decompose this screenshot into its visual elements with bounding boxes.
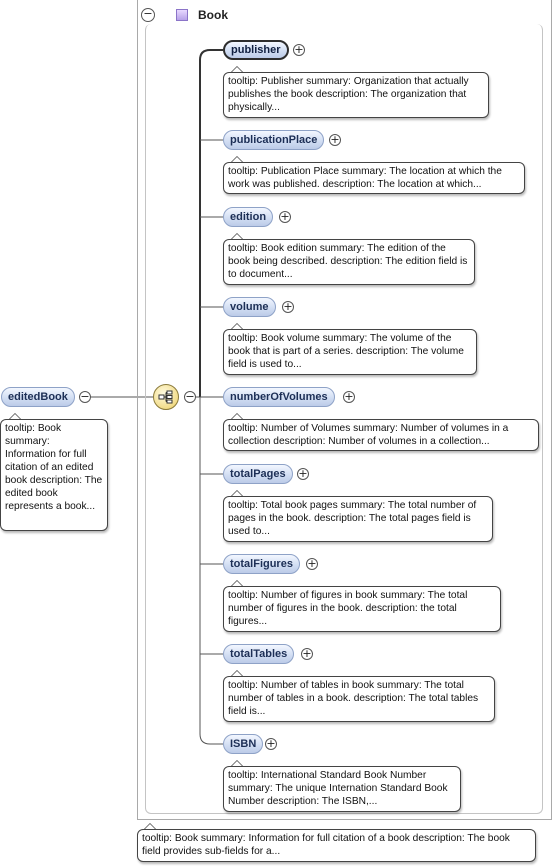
expand-icon[interactable]: + (283, 300, 293, 313)
element-tooltip: tooltip: Number of figures in book summary: The total number of figures in the book. description: the total figures... (223, 586, 501, 632)
sequence-compositor-icon (158, 390, 174, 404)
element-tooltip: tooltip: Book volume summary: The volume of the book that is part of a series. description: The volume field is used to... (223, 329, 477, 375)
element-volume[interactable] (223, 297, 276, 317)
element-label: totalFigures (230, 558, 293, 570)
sequence-compositor[interactable] (153, 384, 179, 410)
element-tooltip: tooltip: International Standard Book Number summary: The unique Internation Standard Book Number description: The ISBN,... (223, 766, 461, 812)
element-label: totalPages (230, 468, 286, 480)
root-element[interactable] (1, 387, 75, 407)
expand-icon[interactable]: + (294, 43, 304, 56)
expand-icon[interactable]: + (302, 647, 312, 660)
expand-icon[interactable]: + (344, 390, 354, 403)
element-publisher[interactable] (223, 40, 289, 60)
element-tooltip: tooltip: Total book pages summary: The total number of pages in the book. description: The total pages field is used to... (223, 496, 493, 542)
root-tooltip: tooltip: Book summary: Information for full citation of an edited book description: The edited book represents a book... (0, 419, 108, 531)
element-tooltip: tooltip: Number of tables in book summary: The total number of tables in a book. description: The total tables field is... (223, 676, 495, 722)
element-numberOfVolumes[interactable] (223, 387, 335, 407)
element-tooltip: tooltip: Book edition summary: The edition of the book being described. description: The edition field is to document... (223, 239, 475, 285)
element-totalTables[interactable] (223, 644, 294, 664)
element-label: publicationPlace (230, 134, 318, 146)
group-title: Book (198, 8, 228, 22)
root-collapse-icon[interactable]: − (80, 390, 90, 403)
element-label: edition (230, 211, 267, 223)
element-label: publisher (231, 44, 281, 56)
element-edition[interactable] (223, 207, 273, 227)
group-header (141, 6, 228, 24)
element-tooltip: tooltip: Publication Place summary: The location at which the work was published. description: The location at which... (223, 162, 525, 194)
expand-icon[interactable]: + (307, 557, 317, 570)
sequence-collapse-icon[interactable]: − (185, 390, 195, 403)
element-label: totalTables (230, 648, 288, 660)
group-tooltip: tooltip: Book summary: Information for full citation of a book description: The book field provides sub-fields for a... (137, 829, 536, 862)
element-label: numberOfVolumes (230, 391, 328, 403)
expand-icon[interactable]: + (298, 467, 308, 480)
element-totalPages[interactable] (223, 464, 293, 484)
complex-type-icon (176, 9, 188, 21)
element-label: volume (230, 301, 269, 313)
element-label: ISBN (230, 738, 257, 750)
collapse-icon[interactable]: − (141, 8, 155, 22)
element-totalFigures[interactable] (223, 554, 300, 574)
element-publicationPlace[interactable] (223, 130, 324, 150)
element-ISBN[interactable] (223, 734, 263, 754)
expand-icon[interactable]: + (280, 210, 290, 223)
expand-icon[interactable]: + (266, 737, 276, 750)
element-tooltip: tooltip: Number of Volumes summary: Number of volumes in a collection description: Number of volumes in a collection... (223, 419, 539, 451)
element-tooltip: tooltip: Publisher summary: Organization that actually publishes the book description: The organization that physically... (223, 72, 489, 118)
expand-icon[interactable]: + (330, 133, 340, 146)
root-element-label: editedBook (8, 391, 68, 403)
